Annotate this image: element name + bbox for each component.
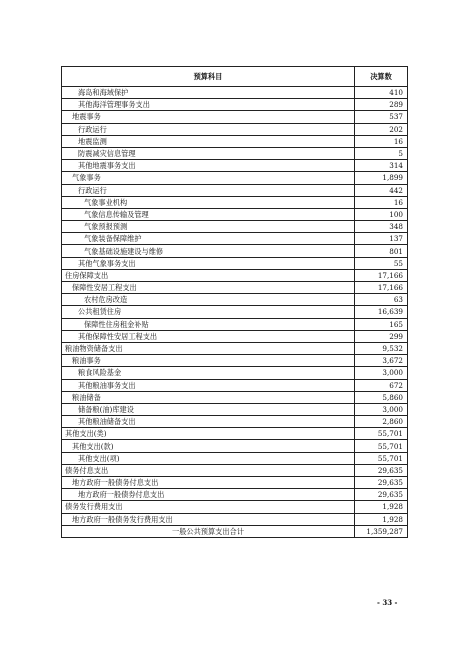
total-label: 一般公共预算支出合计 bbox=[62, 525, 355, 537]
table-row bbox=[62, 403, 408, 415]
total-row bbox=[62, 525, 408, 537]
header-budget-item: 预算科目 bbox=[62, 67, 355, 87]
row-item-name: 地震监测 bbox=[62, 135, 355, 147]
row-item-name: 气象装备保障维护 bbox=[62, 233, 355, 245]
row-item-name: 气象事业机构 bbox=[62, 196, 355, 208]
row-item-name: 公共租赁住房 bbox=[62, 306, 355, 318]
row-item-value: 29,635 bbox=[355, 464, 408, 476]
row-item-value: 3,000 bbox=[355, 403, 408, 415]
row-item-value: 3,000 bbox=[355, 367, 408, 379]
row-item-value: 165 bbox=[355, 318, 408, 330]
table-row bbox=[62, 489, 408, 501]
table-row bbox=[62, 208, 408, 220]
table-row bbox=[62, 501, 408, 513]
row-item-value: 1,928 bbox=[355, 501, 408, 513]
table-row bbox=[62, 379, 408, 391]
row-item-value: 55,701 bbox=[355, 440, 408, 452]
row-item-value: 537 bbox=[355, 111, 408, 123]
table-row bbox=[62, 221, 408, 233]
row-item-name: 其他支出(项) bbox=[62, 452, 355, 464]
total-value: 1,359,287 bbox=[355, 525, 408, 537]
table-body bbox=[62, 87, 408, 526]
table-row bbox=[62, 355, 408, 367]
row-item-value: 672 bbox=[355, 379, 408, 391]
row-item-value: 1,928 bbox=[355, 513, 408, 525]
table-row bbox=[62, 147, 408, 159]
table-row bbox=[62, 428, 408, 440]
table-row bbox=[62, 257, 408, 269]
table-row bbox=[62, 416, 408, 428]
row-item-value: 5,860 bbox=[355, 391, 408, 403]
table-row bbox=[62, 172, 408, 184]
row-item-value: 16 bbox=[355, 196, 408, 208]
table-row bbox=[62, 330, 408, 342]
page-number: - 33 - bbox=[377, 598, 398, 607]
table-row bbox=[62, 135, 408, 147]
table-row bbox=[62, 477, 408, 489]
table-row bbox=[62, 318, 408, 330]
table-row bbox=[62, 342, 408, 354]
row-item-name: 防震减灾信息管理 bbox=[62, 147, 355, 159]
row-item-name: 债务发行费用支出 bbox=[62, 501, 355, 513]
table-row bbox=[62, 111, 408, 123]
table-row bbox=[62, 294, 408, 306]
row-item-value: 5 bbox=[355, 147, 408, 159]
row-item-name: 保障性安居工程支出 bbox=[62, 282, 355, 294]
row-item-value: 202 bbox=[355, 123, 408, 135]
row-item-name: 其他粮油事务支出 bbox=[62, 379, 355, 391]
row-item-value: 16,639 bbox=[355, 306, 408, 318]
table-row bbox=[62, 160, 408, 172]
row-item-name: 农村危房改造 bbox=[62, 294, 355, 306]
row-item-name: 地震事务 bbox=[62, 111, 355, 123]
row-item-name: 保障性住房租金补贴 bbox=[62, 318, 355, 330]
row-item-name: 气象预报预测 bbox=[62, 221, 355, 233]
table-row bbox=[62, 184, 408, 196]
row-item-value: 299 bbox=[355, 330, 408, 342]
row-item-value: 3,672 bbox=[355, 355, 408, 367]
table-row bbox=[62, 196, 408, 208]
budget-table bbox=[61, 66, 408, 538]
row-item-value: 2,860 bbox=[355, 416, 408, 428]
header-final-amount: 决算数 bbox=[355, 67, 408, 87]
row-item-name: 地方政府一般债券付息支出 bbox=[62, 489, 355, 501]
table-row bbox=[62, 269, 408, 281]
table-row bbox=[62, 367, 408, 379]
row-item-name: 其他气象事务支出 bbox=[62, 257, 355, 269]
row-item-name: 其他海洋管理事务支出 bbox=[62, 99, 355, 111]
table-row bbox=[62, 513, 408, 525]
row-item-name: 粮油储备 bbox=[62, 391, 355, 403]
row-item-name: 粮油事务 bbox=[62, 355, 355, 367]
row-item-name: 粮食风险基金 bbox=[62, 367, 355, 379]
table-row bbox=[62, 123, 408, 135]
row-item-value: 410 bbox=[355, 87, 408, 99]
row-item-name: 气象基础设施建设与维修 bbox=[62, 245, 355, 257]
table-row bbox=[62, 464, 408, 476]
row-item-value: 55,701 bbox=[355, 428, 408, 440]
table-row bbox=[62, 452, 408, 464]
row-item-value: 17,166 bbox=[355, 269, 408, 281]
row-item-name: 地方政府一般债务付息支出 bbox=[62, 477, 355, 489]
table-row bbox=[62, 233, 408, 245]
row-item-value: 442 bbox=[355, 184, 408, 196]
row-item-name: 债务付息支出 bbox=[62, 464, 355, 476]
table-row bbox=[62, 391, 408, 403]
row-item-value: 55 bbox=[355, 257, 408, 269]
row-item-value: 63 bbox=[355, 294, 408, 306]
row-item-name: 住房保障支出 bbox=[62, 269, 355, 281]
row-item-name: 行政运行 bbox=[62, 123, 355, 135]
row-item-name: 地方政府一般债务发行费用支出 bbox=[62, 513, 355, 525]
row-item-value: 100 bbox=[355, 208, 408, 220]
table-header-row bbox=[62, 67, 408, 87]
row-item-name: 气象事务 bbox=[62, 172, 355, 184]
row-item-value: 17,166 bbox=[355, 282, 408, 294]
row-item-value: 29,635 bbox=[355, 489, 408, 501]
table-row bbox=[62, 440, 408, 452]
row-item-name: 其他保障性安居工程支出 bbox=[62, 330, 355, 342]
table-row bbox=[62, 306, 408, 318]
row-item-name: 储备粮(油)库建设 bbox=[62, 403, 355, 415]
table-row bbox=[62, 245, 408, 257]
table-row bbox=[62, 99, 408, 111]
row-item-name: 气象信息传输及管理 bbox=[62, 208, 355, 220]
row-item-name: 海岛和海域保护 bbox=[62, 87, 355, 99]
row-item-value: 289 bbox=[355, 99, 408, 111]
row-item-value: 801 bbox=[355, 245, 408, 257]
table-row bbox=[62, 282, 408, 294]
row-item-value: 16 bbox=[355, 135, 408, 147]
row-item-name: 行政运行 bbox=[62, 184, 355, 196]
row-item-value: 1,899 bbox=[355, 172, 408, 184]
row-item-value: 348 bbox=[355, 221, 408, 233]
row-item-value: 314 bbox=[355, 160, 408, 172]
row-item-value: 29,635 bbox=[355, 477, 408, 489]
row-item-name: 其他粮油储备支出 bbox=[62, 416, 355, 428]
row-item-name: 其他地震事务支出 bbox=[62, 160, 355, 172]
row-item-name: 其他支出(类) bbox=[62, 428, 355, 440]
table-row bbox=[62, 87, 408, 99]
row-item-value: 55,701 bbox=[355, 452, 408, 464]
row-item-name: 粮油物资储备支出 bbox=[62, 342, 355, 354]
row-item-name: 其他支出(款) bbox=[62, 440, 355, 452]
row-item-value: 137 bbox=[355, 233, 408, 245]
row-item-value: 9,532 bbox=[355, 342, 408, 354]
